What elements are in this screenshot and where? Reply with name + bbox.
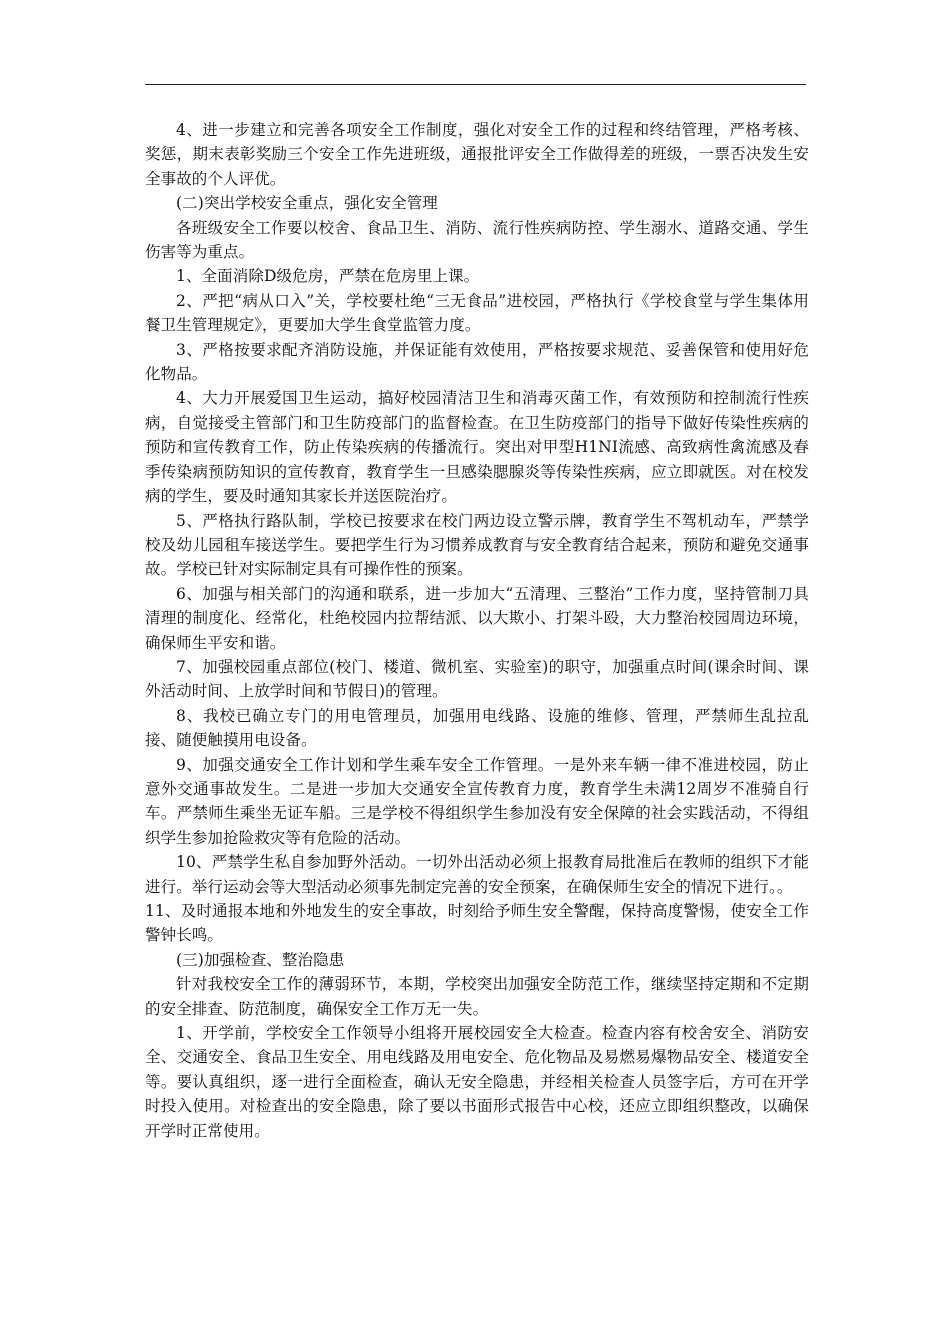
- document-body: [145, 118, 809, 1143]
- section-heading: (二)突出学校安全重点，强化安全管理: [176, 194, 438, 213]
- paragraph: 4、大力开展爱国卫生运动，搞好校园清洁卫生和消毒灭菌工作，有效预防和控制流行性疾病，自觉接受主管部门和卫生防疫部门的监督检查。在卫生防疫部门的指导下做好传染性疾病的预防和宣传教育工作，防止传染疾病的传播流行。突出对甲型H1NI流感、高致病性禽流感及春季传染病预防知识的宣传教育，教育学生一旦感染腮腺炎等传染性疾病，应立即就医。对在校发病的学生，要及时通知其家长并送医院治疗。: [145, 389, 809, 506]
- paragraph: 1、开学前，学校安全工作领导小组将开展校园安全大检查。检查内容有校舍安全、消防安全、交通安全、食品卫生安全、用电线路及用电安全、危化物品及易燃易爆物品安全、楼道安全等。要认真组织，逐一进行全面检查，确认无安全隐患，并经相关检查人员签字后，方可在开学时投入使用。对检查出的安全隐患，除了要以书面形式报告中心校，还应立即组织整改，以确保开学时正常使用。: [145, 1024, 809, 1140]
- header-rule: [145, 84, 806, 85]
- paragraph: 3、严格按要求配齐消防设施，并保证能有效使用，严格按要求规范、妥善保管和使用好危化物品。: [145, 340, 809, 384]
- paragraph: 9、加强交通安全工作计划和学生乘车安全工作管理。一是外来车辆一律不准进校园，防止意外交通事故发生。二是进一步加大交通安全宣传教育力度，教育学生未满12周岁不准骑自行车。严禁师生乘坐无证车船。三是学校不得组织学生参加没有安全保障的社会实践活动，不得组织学生参加抢险救灾等有危险的活动。: [145, 755, 809, 847]
- paragraph: 各班级安全工作要以校舍、食品卫生、消防、流行性疾病防控、学生溺水、道路交通、学生伤害等为重点。: [145, 218, 809, 262]
- paragraph: 1、全面消除D级危房，严禁在危房里上课。: [176, 267, 480, 286]
- paragraph: 11、及时通报本地和外地发生的安全事故，时刻给予师生安全警醒，保持高度警惕，使安全工作警钟长鸣。: [145, 902, 809, 945]
- paragraph: 7、加强校园重点部位(校门、楼道、微机室、实验室)的职守，加强重点时间(课余时间、课外活动时间、上放学时间和节假日)的管理。: [145, 657, 809, 701]
- paragraph: 4、进一步建立和完善各项安全工作制度，强化对安全工作的过程和终结管理，严格考核、奖惩，期末表彰奖励三个安全工作先进班级，通报批评安全工作做得差的班级，一票否决发生安全事故的个人评优。: [145, 121, 809, 188]
- section-heading: (三)加强检查、整治隐患: [176, 950, 345, 969]
- paragraph: 8、我校已确立专门的用电管理员，加强用电线路、设施的维修、管理，严禁师生乱拉乱接、随便触摸用电设备。: [145, 706, 809, 750]
- paragraph: 10、严禁学生私自参加野外活动。一切外出活动必须上报教育局批准后在教师的组织下才能进行。举行运动会等大型活动必须事先制定完善的安全预案，在确保师生安全的情况下进行。。: [145, 853, 809, 896]
- paragraph: 针对我校安全工作的薄弱环节，本期，学校突出加强安全防范工作，继续坚持定期和不定期的安全排查、防范制度，确保安全工作万无一失。: [145, 975, 809, 1018]
- paragraph: 5、严格执行路队制，学校已按要求在校门两边设立警示牌，教育学生不驾机动车，严禁学校及幼儿园租车接送学生。要把学生行为习惯养成教育与安全教育结合起来，预防和避免交通事故。学校已针对实际制定具有可操作性的预案。: [145, 511, 809, 579]
- paragraph: 2、严把“病从口入”关，学校要杜绝“三无食品”进校园，严格执行《学校食堂与学生集体用餐卫生管理规定》，更要加大学生食堂监管力度。: [145, 291, 809, 335]
- paragraph: 6、加强与相关部门的沟通和联系，进一步加大“五清理、三整治”工作力度，坚持管制刀具清理的制度化、经常化，杜绝校园内拉帮结派、以大欺小、打架斗殴，大力整治校园周边环境，确保师生平安和谐。: [145, 584, 809, 652]
